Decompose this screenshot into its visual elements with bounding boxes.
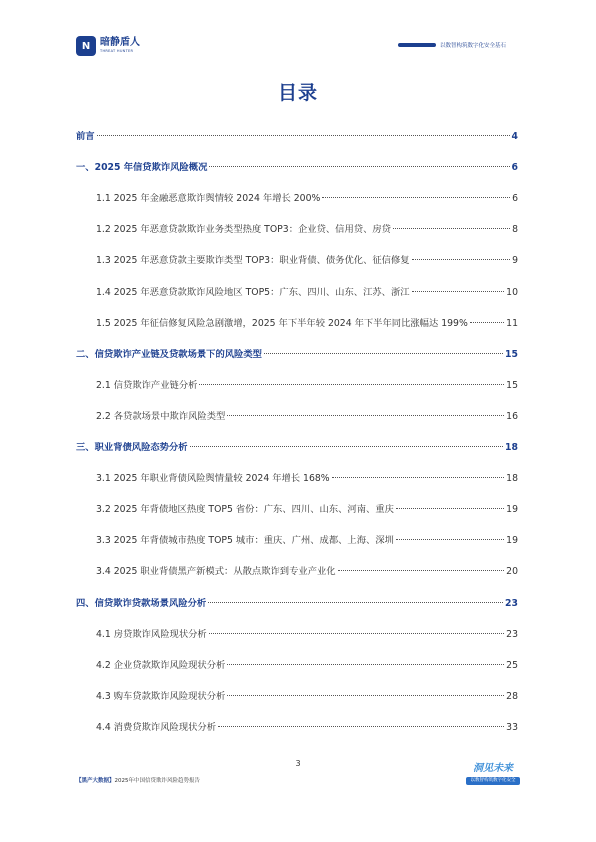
toc-dot-leader [412,291,505,292]
toc-entry-label: 四、信贷欺诈贷款场景风险分析 [76,598,207,609]
toc-dot-leader [396,539,504,540]
toc-section-entry[interactable] [76,597,518,611]
toc-subsection-entry[interactable] [96,534,518,548]
toc-entry-page: 20 [506,566,518,577]
toc-entry-page: 9 [512,255,518,266]
toc-section-entry[interactable] [76,441,518,455]
toc-subsection-entry[interactable] [96,628,518,642]
toc-entry-label: 4.3 购车贷款欺诈风险现状分析 [96,691,226,702]
toc-entry-page: 10 [506,287,518,298]
toc-dot-leader [396,508,504,509]
toc-entry-label: 1.2 2025 年恶意贷款欺诈业务类型热度 TOP3：企业贷、信用贷、房贷 [96,224,391,235]
toc-dot-leader [264,353,503,354]
toc-subsection-entry[interactable] [96,503,518,517]
toc-entry-label: 1.1 2025 年金融恶意欺诈舆情较 2024 年增长 200% [96,193,321,204]
toc-entry-label: 前言 [76,131,95,142]
toc-entry-page: 19 [506,504,518,515]
toc-entry-page: 8 [512,224,518,235]
toc-entry-page: 16 [506,411,518,422]
toc-entry-page: 33 [506,722,518,733]
page-number: 3 [295,759,301,768]
toc-subsection-entry[interactable] [96,286,518,300]
toc-entry-page: 4 [511,131,518,142]
toc-entry-page: 23 [506,629,518,640]
toc-dot-leader [97,135,510,136]
toc-section-entry[interactable] [76,130,518,144]
toc-subsection-entry[interactable] [96,690,518,704]
toc-section-entry[interactable] [76,161,518,175]
toc-title: 目录 [277,82,318,104]
toc-entry-label: 2.2 各贷款场景中欺诈风险类型 [96,411,226,422]
toc-entry-label: 3.2 2025 年背债地区热度 TOP5 省份：广东、四川、山东、河南、重庆 [96,504,394,515]
toc-dot-leader [199,384,504,385]
toc-entry-label: 3.4 2025 职业背债黑产新模式：从散点欺诈到专业产业化 [96,566,336,577]
toc-dot-leader [208,602,503,603]
logo-name: 暗静盾人 [100,37,140,49]
toc-entry-label: 4.4 消费贷欺诈风险现状分析 [96,722,217,733]
toc-entry-page: 23 [505,598,518,609]
toc-dot-leader [190,446,503,447]
toc-section-entry[interactable] [76,348,518,362]
toc-entry-label: 1.4 2025 年恶意贷款欺诈风险地区 TOP5：广东、四川、山东、江苏、浙江 [96,287,410,298]
toc-dot-leader [393,228,510,229]
toc-dot-leader [322,197,510,198]
toc-entry-label: 1.5 2025 年征信修复风险急剧激增，2025 年下半年较 2024 年下半年同比涨幅达 199% [96,318,468,329]
brand-logo [76,36,140,56]
toc-entry-page: 19 [506,535,518,546]
toc-subsection-entry[interactable] [96,472,518,486]
toc-subsection-entry[interactable] [96,659,518,673]
toc-entry-label: 3.1 2025 年职业背债风险舆情量较 2024 年增长 168% [96,473,330,484]
toc-dot-leader [338,570,505,571]
toc-entry-label: 3.3 2025 年背债城市热度 TOP5 城市：重庆、广州、成都、上海、深圳 [96,535,394,546]
logo-icon: N [76,36,96,56]
footer-badge-logo [466,763,520,787]
toc-dot-leader [412,259,511,260]
toc-subsection-entry[interactable] [96,192,518,206]
toc-dot-leader [332,477,505,478]
page-header [0,0,596,62]
toc-entry-page: 18 [506,473,518,484]
toc-entry-label: 一、2025 年信贷欺诈风险概况 [76,162,208,173]
toc-dot-leader [227,664,504,665]
toc-entry-label: 三、职业背债风险态势分析 [76,442,188,453]
footer-tag: 【黑产大数据】 [76,778,115,784]
toc-dot-leader [209,166,509,167]
footer-report-name [76,776,200,784]
header-slogan: 以数智构筑数字化安全基石 [440,43,507,49]
toc-subsection-entry[interactable] [96,721,518,735]
footer-report-title: 2025年中国信贷欺诈风险趋势报告 [114,778,201,784]
toc-dot-leader [209,633,504,634]
toc-dot-leader [227,695,504,696]
toc-subsection-entry[interactable] [96,317,518,331]
badge-subtitle: 以数智构筑数字化安全 [466,777,520,785]
toc-subsection-entry[interactable] [96,379,518,393]
logo-subtitle: THREAT HUNTER [100,49,134,54]
header-accent-bar [398,43,436,47]
toc-dot-leader [470,322,504,323]
toc-entry-label: 二、信贷欺诈产业链及贷款场景下的风险类型 [76,349,262,360]
toc-entry-label: 4.2 企业贷款欺诈风险现状分析 [96,660,226,671]
toc-subsection-entry[interactable] [96,223,518,237]
toc-dot-leader [218,726,504,727]
toc-dot-leader [227,415,504,416]
toc-entry-page: 6 [511,162,518,173]
toc-entry-page: 15 [505,349,518,360]
badge-title: 洞见未来 [473,763,513,774]
toc-entry-label: 4.1 房贷欺诈风险现状分析 [96,629,207,640]
toc-entry-page: 11 [506,318,518,329]
toc-subsection-entry[interactable] [96,565,518,579]
toc-entry-page: 18 [505,442,518,453]
toc-subsection-entry[interactable] [96,254,518,268]
toc-entry-page: 28 [506,691,518,702]
toc-subsection-entry[interactable] [96,410,518,424]
toc-entry-page: 6 [512,193,518,204]
toc-entry-page: 25 [506,660,518,671]
toc-entry-page: 15 [506,380,518,391]
toc-entry-label: 2.1 信贷欺诈产业链分析 [96,380,198,391]
toc-entry-label: 1.3 2025 年恶意贷款主要欺诈类型 TOP3：职业背债、债务优化、征信修复 [96,255,410,266]
